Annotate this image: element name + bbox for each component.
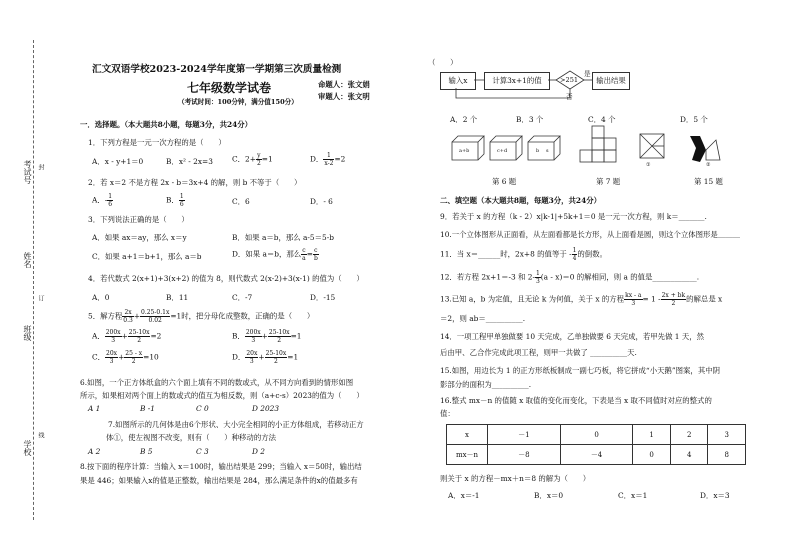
q8-line1: 8.按下面的程序计算：当输入 x＝100时，输出结果是 299；当输入 x＝50时，输出结 [80, 462, 362, 471]
q15-line2: 影部分的面积为__________. [440, 380, 532, 389]
q16-option-c: C．x＝1 [618, 491, 648, 500]
table-cell: 0 [633, 445, 671, 465]
flow-condition: >251 [560, 76, 579, 84]
q8-option-a: A．2 个 [450, 115, 478, 124]
q6-option-d: D 2023 [252, 404, 280, 413]
q6-option-c: C 0 [196, 404, 209, 413]
q16-option-d: D．x＝3 [700, 491, 730, 500]
table-cell: 1 [633, 425, 671, 445]
fig6-caption: 第 6 题 [492, 177, 517, 186]
table-header-expr: mx－n [447, 445, 488, 465]
q16-option-a: A．x＝-1 [448, 491, 480, 500]
q9-text: 9．若关于 x 的方程（k - 2）x|k-1|+5k+1＝0 是一元一次方程，则 k＝_______. [440, 212, 707, 221]
q8-line2: 果是 446；如果输入x的值是正整数，输出结果是 284，那么满足条件的x的值最多有 [80, 476, 358, 485]
exam-title: 汇文双语学校2023-2024学年度第一学期第三次质量检测 [92, 64, 342, 75]
paper-subtitle: 七年级数学试卷 [187, 81, 272, 95]
section2-title: 二、填空题（本大题共8题，每题3分，共24分） [440, 196, 601, 205]
q3-text: 3．下列说法正确的是（ ） [88, 215, 189, 224]
flow-no-label: 否 [566, 93, 573, 101]
q10-text: 10.一个立体图形从正面看，从左面看都是长方形，从上面看是圆，则这个立体图形是＿＿＿ [440, 230, 740, 239]
q6-line2: 所示，如果相对两个面上的数或式的值互为相反数，则（a+c-s）2023的值为（ ） [80, 391, 364, 400]
q16-question: 则关于 x 的方程－mx＋n＝8 的解为（ ） [440, 474, 591, 483]
q7-option-c: C 3 [196, 447, 209, 456]
q2-option-c: C．6 [232, 197, 250, 206]
table-cell: 2 [670, 425, 708, 445]
q4-option-c: C．-7 [232, 293, 253, 302]
q6-option-b: B -1 [140, 404, 155, 413]
q11-text: 11．当 x＝______时，2x+8 的值等于 - $\frac{1}{4}$ 的倒数。 [440, 247, 607, 262]
xuexiao-label: 学校 [23, 440, 32, 456]
q5-text: 5．解方程 $\frac{2x}{0.3}$ + $\frac{0.25-0.1x}{0.02}$ =1时，把分母化成整数，正确的是（ ） [88, 309, 315, 324]
q1-option-a: A．x - y+1＝0 [92, 157, 144, 166]
q1-text: 1．下列方程是一元一次方程的是（ ） [88, 138, 226, 147]
q6-line1: 6.如图，一个正方体纸盒的六个面上填有不同的数或式，从不同方向看到的情形如图 [80, 378, 354, 387]
banji-label: 班级 [23, 325, 32, 341]
q2-option-b: B． $\frac{1}{6}$ [166, 193, 184, 208]
q5-option-b: B． $\frac{200x}{3}$ + $\frac{25-10x}{2}$ =1 [232, 329, 302, 344]
fig15-label1: ① [646, 162, 651, 168]
cube2-face: c+d [497, 148, 508, 154]
ding-mark: 订 [37, 295, 44, 301]
q7-line2: 体①，使左视图不改变，则有（ ）种移动的方法 [106, 433, 276, 442]
q3-option-c: C．如果 a+1＝b+1，那么 a＝b [92, 252, 202, 261]
setter: 命题人：张文娟 [318, 80, 370, 89]
flow-output-box: 输出结果 [592, 72, 630, 90]
q3-option-a: A．如果 ax＝ay，那么 x＝y [92, 233, 187, 242]
fig15-label2: ② [706, 162, 711, 168]
table-row [447, 445, 746, 465]
q1-option-d: D． $\frac{1}{x-2}$ =2 [310, 152, 346, 167]
q16-text-2: 值： [440, 409, 455, 418]
q5-option-a: A． $\frac{200x}{3}$ + $\frac{25-10x}{2}$ =2 [92, 329, 162, 344]
table-cell: 0 [560, 425, 633, 445]
cube3-face-b: b [536, 148, 540, 154]
value-table [446, 424, 746, 465]
q2-option-d: D．- 6 [310, 197, 333, 206]
q16-text: 16.整式 mx－n 的值随 x 取值的变化而变化，下表是当 x 取不同值时对应的整式的 [440, 396, 712, 405]
q4-text: 4．若代数式 2(x+1)+3(x+2) 的值为 8，则代数式 2(x-2)+3(x-1) 的值为（ ） [88, 274, 364, 283]
q7-option-b: B 5 [140, 447, 153, 456]
q7-option-a: A 2 [88, 447, 101, 456]
q7-option-d: D 2 [252, 447, 265, 456]
section1-title: 一．选择题。（本大题共8小题，每题3分，共24分） [80, 120, 253, 129]
q7-line1: 7.如图所示的几何体是由6个形状、大小完全相同的小正方体组成，若移动正方 [108, 420, 364, 429]
q8-option-c: C．4 个 [588, 115, 616, 124]
q4-option-b: B．11 [166, 293, 189, 302]
xian-mark: 线 [37, 432, 44, 438]
table-cell: －1 [488, 425, 561, 445]
q13-continuation: ＝2，则 ab＝__________. [440, 314, 526, 323]
q12-text: 12．若方程 2x+1＝-3 和 2- $\frac{1}{3}$ (a - x)＝0 的解相同，则 a 的值是____________. [440, 270, 700, 285]
table-header-x: x [447, 425, 488, 445]
q6-option-a: A 1 [88, 404, 101, 413]
q16-option-b: B．x＝0 [534, 491, 564, 500]
table-cell: 4 [670, 445, 708, 465]
cube3-face-s: s [546, 148, 549, 154]
q14-line1: 14．一项工程甲单独做要 10 天完成，乙单独做要 6 天完成，若甲先做 1 天，然 [440, 332, 705, 341]
table-cell: －4 [560, 445, 633, 465]
cube1-face: a+b [459, 148, 470, 154]
q1-option-b: B．x² - 2x=3 [166, 157, 213, 166]
q5-option-c: C． $\frac{20x}{3}$ + $\frac{25 - x}{2}$ =10 [92, 350, 159, 365]
feng-mark: 封 [37, 164, 44, 170]
q3-option-b: B．如果 a＝b，那么 a-5＝5-b [232, 233, 334, 242]
table-cell: 3 [708, 425, 746, 445]
q2-option-a: A．- $\frac{1}{6}$ [92, 193, 113, 208]
q8-option-d: D．5 个 [680, 115, 708, 124]
xingming-label: 姓名 [23, 252, 32, 268]
flow-yes-label: 是 [584, 70, 591, 78]
fig7-caption: 第 7 题 [596, 177, 621, 186]
q15-line1: 15.如图，用边长为 1 的正方形纸板制成一副七巧板，将它拼成“小天鹅”图案，其中阴 [440, 366, 720, 375]
q14-line2: 后由甲、乙合作完成此项工程，则甲一共做了 __________天. [440, 348, 637, 357]
table-cell: 8 [708, 445, 746, 465]
q4-option-a: A．0 [92, 293, 110, 302]
kaohao-label: 考试号 [23, 160, 32, 184]
reviewer: 审题人：张文明 [318, 92, 370, 101]
exam-note: （考试时间：100分钟，满分值150分） [178, 98, 298, 106]
flow-compute-box: 计算3x+1的值 [484, 72, 550, 90]
q3-option-d: D．如果 a＝b，那么 $\frac{c}{a}$ = $\frac{c}{b}$ [232, 247, 318, 262]
q13-text: 13.已知 a，b 为定值，且无论 k 为何值，关于 x 的方程 $\frac{kx - a}{3}$ = 1 - $\frac{2x + bk}{2}$ 的解总是 x [440, 292, 723, 307]
table-row [447, 425, 746, 445]
q2-text: 2．若 x＝2 不是方程 2x - b＝3x+4 的解，则 b 不等于（ ） [88, 178, 302, 187]
q1-option-c: C．2+ $\frac{y}{2}$ =1 [232, 152, 273, 167]
table-cell: －8 [488, 445, 561, 465]
fig15-caption: 第 15 题 [694, 177, 723, 186]
q8-option-b: B．3 个 [516, 115, 544, 124]
q4-option-d: D．-15 [310, 293, 336, 302]
q5-option-d: D． $\frac{20x}{3}$ + $\frac{25-10x}{2}$ =1 [232, 350, 299, 365]
q8-continuation: （ ） [428, 58, 458, 67]
flow-input-box: 输入x [440, 72, 476, 90]
